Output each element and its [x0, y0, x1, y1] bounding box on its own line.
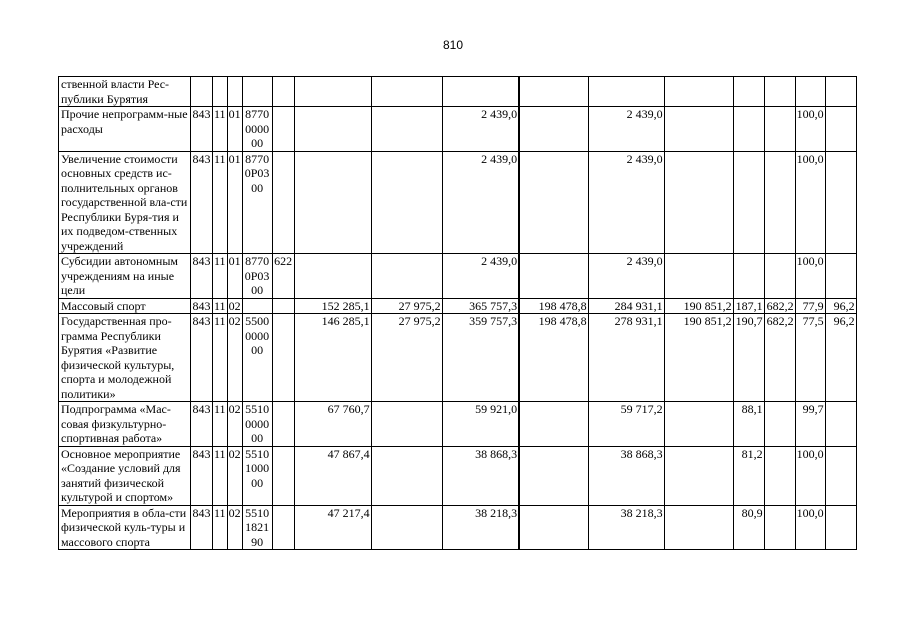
cell-c3: 359 757,3 [442, 314, 519, 402]
cell-c9 [795, 77, 825, 107]
cell-c7: 88,1 [733, 402, 764, 447]
cell-rz: 11 [213, 151, 228, 254]
cell-c6: 190 851,2 [664, 314, 733, 402]
page-number: 810 [442, 38, 464, 52]
cell-c2: 27 975,2 [371, 298, 442, 314]
cell-c2 [371, 107, 442, 152]
cell-c4 [519, 505, 588, 550]
cell-cs: 5510 0000 00 [242, 402, 272, 447]
cell-c10: 96,2 [825, 298, 856, 314]
cell-c1: 146 285,1 [294, 314, 371, 402]
cell-c9: 100,0 [795, 151, 825, 254]
cell-c7 [733, 254, 764, 299]
cell-c2 [371, 254, 442, 299]
cell-c1 [294, 254, 371, 299]
table-row [59, 254, 857, 299]
cell-rz: 11 [214, 298, 226, 313]
cell-rz: 11 [213, 402, 228, 447]
cell-rz [213, 77, 228, 107]
cell-c8 [764, 151, 795, 254]
cell-c6 [664, 402, 733, 447]
cell-c10 [825, 446, 856, 505]
cell-c9: 100,0 [795, 254, 825, 299]
cell-c8: 682,2 [764, 314, 795, 402]
cell-c9: 100,0 [795, 446, 825, 505]
cell-c4: 198 478,8 [519, 298, 588, 314]
cell-cs: 5500 0000 00 [242, 314, 272, 402]
cell-cs: 8770 0P03 00 [242, 151, 272, 254]
cell-c3 [442, 77, 519, 107]
cell-c5: 59 717,2 [588, 402, 664, 447]
cell-vr [272, 402, 294, 447]
cell-c5: 2 439,0 [588, 107, 664, 152]
table-row [59, 505, 857, 550]
cell-c9: 77,5 [795, 314, 825, 402]
cell-vr [272, 314, 294, 402]
cell-pr: 01 [227, 151, 242, 254]
cell-c7: 80,9 [733, 505, 764, 550]
cell-c10: 96,2 [825, 314, 856, 402]
cell-c3: 38 218,3 [442, 505, 519, 550]
cell-pr: 02 [227, 446, 242, 505]
cell-c1 [294, 151, 371, 254]
cell-c4: 198 478,8 [519, 314, 588, 402]
cell-c2 [371, 402, 442, 447]
cell-rz: 11 [213, 107, 228, 152]
table-row [59, 314, 857, 402]
cell-c8: 682,2 [764, 298, 795, 314]
cell-rz: 11 [213, 446, 228, 505]
cell-c6 [664, 505, 733, 550]
cell-pr: 02 [227, 402, 242, 447]
cell-ved [191, 77, 213, 107]
cell-name: Мероприятия в обла-сти физической куль-туры и массового спорта [59, 505, 191, 550]
table-row [59, 446, 857, 505]
cell-pr: 02 [227, 505, 242, 550]
cell-ved: 843 [191, 402, 213, 447]
cell-c9: 100,0 [795, 505, 825, 550]
cell-c1: 67 760,7 [294, 402, 371, 447]
cell-c3: 365 757,3 [442, 298, 519, 314]
cell-c6 [664, 254, 733, 299]
cell-name: Государственная про-грамма Республики Бурятия «Развитие физической культуры, спорта и молодежной политики» [59, 314, 191, 402]
budget-table [58, 76, 857, 550]
cell-c1 [294, 77, 371, 107]
cell-c4 [519, 402, 588, 447]
cell-vr [272, 151, 294, 254]
cell-c1: 152 285,1 [294, 298, 371, 314]
cell-ved: 843 [191, 314, 213, 402]
cell-c7 [733, 107, 764, 152]
cell-c10 [825, 77, 856, 107]
cell-cs: 8770 0000 00 [242, 107, 272, 152]
cell-c7: 190,7 [733, 314, 764, 402]
cell-c10 [825, 505, 856, 550]
cell-c5: 38 218,3 [588, 505, 664, 550]
cell-c2 [371, 151, 442, 254]
cell-name: Основное мероприятие «Создание условий для занятий физической культурой и спортом» [59, 446, 191, 505]
cell-c1: 47 217,4 [294, 505, 371, 550]
cell-ved: 843 [191, 254, 213, 299]
cell-c4 [519, 446, 588, 505]
cell-pr: 01 [227, 107, 242, 152]
cell-c10 [825, 151, 856, 254]
cell-c9: 100,0 [795, 107, 825, 152]
cell-pr: 02 [228, 298, 241, 313]
cell-c7 [733, 77, 764, 107]
cell-c2 [371, 505, 442, 550]
cell-cs [242, 298, 272, 314]
cell-c10 [825, 402, 856, 447]
cell-c5 [588, 77, 664, 107]
cell-c1: 47 867,4 [294, 446, 371, 505]
cell-c3: 2 439,0 [442, 151, 519, 254]
cell-ved: 843 [191, 446, 213, 505]
cell-pr: 01 [227, 254, 242, 299]
cell-c9: 77,9 [795, 298, 825, 314]
cell-c5: 2 439,0 [588, 151, 664, 254]
cell-cs: 8770 0P03 00 [242, 254, 272, 299]
table-row [59, 402, 857, 447]
cell-cs [242, 77, 272, 107]
cell-c5: 38 868,3 [588, 446, 664, 505]
cell-c8 [764, 402, 795, 447]
cell-ved: 843 [192, 298, 211, 313]
cell-ved: 843 [191, 151, 213, 254]
cell-c2: 27 975,2 [371, 314, 442, 402]
cell-rz: 11 [213, 254, 228, 299]
cell-c4 [519, 77, 588, 107]
cell-c6 [664, 107, 733, 152]
cell-c5: 284 931,1 [588, 298, 664, 314]
cell-c6 [664, 446, 733, 505]
cell-name: Прочие непрограмм-ные расходы [59, 107, 191, 152]
cell-c6 [664, 77, 733, 107]
cell-c5: 278 931,1 [588, 314, 664, 402]
cell-c7: 187,1 [733, 298, 764, 314]
cell-c4 [519, 107, 588, 152]
cell-vr [272, 446, 294, 505]
cell-c3: 2 439,0 [442, 254, 519, 299]
cell-name: Субсидии автономным учреждениям на иные цели [59, 254, 191, 299]
cell-vr [272, 107, 294, 152]
cell-c3: 2 439,0 [442, 107, 519, 152]
cell-rz: 11 [213, 314, 228, 402]
cell-c9: 99,7 [795, 402, 825, 447]
cell-c4 [519, 151, 588, 254]
cell-cs: 5510 1000 00 [242, 446, 272, 505]
cell-c2 [371, 77, 442, 107]
cell-c10 [825, 107, 856, 152]
cell-c3: 38 868,3 [442, 446, 519, 505]
cell-c7 [733, 151, 764, 254]
cell-c4 [519, 254, 588, 299]
cell-vr: 622 [272, 254, 294, 299]
cell-vr [272, 298, 294, 314]
cell-ved: 843 [191, 107, 213, 152]
cell-c8 [764, 77, 795, 107]
cell-c2 [371, 446, 442, 505]
cell-rz: 11 [213, 505, 228, 550]
cell-pr [227, 77, 242, 107]
cell-c6: 190 851,2 [664, 298, 733, 314]
cell-c7: 81,2 [733, 446, 764, 505]
cell-name: Подпрограмма «Мас-совая физкультурно-спортивная работа» [59, 402, 191, 447]
cell-pr: 02 [227, 314, 242, 402]
table-row [59, 77, 857, 107]
cell-c10 [825, 254, 856, 299]
cell-vr [272, 505, 294, 550]
cell-c3: 59 921,0 [442, 402, 519, 447]
cell-name: Увеличение стоимости основных средств ис-полнительных органов государственной вла-сти Республики Буря-тия и их подведом-ственных учреждений [59, 151, 191, 254]
cell-name: Массовый спорт [59, 298, 191, 314]
cell-vr [272, 77, 294, 107]
cell-c5: 2 439,0 [588, 254, 664, 299]
cell-c8 [764, 505, 795, 550]
cell-ved: 843 [191, 505, 213, 550]
cell-c1 [294, 107, 371, 152]
cell-c6 [664, 151, 733, 254]
cell-cs: 5510 1821 90 [242, 505, 272, 550]
cell-c8 [764, 254, 795, 299]
cell-name: ственной власти Рес-публики Бурятия [59, 77, 191, 107]
cell-c8 [764, 446, 795, 505]
cell-c8 [764, 107, 795, 152]
table-row [59, 298, 857, 314]
table-row [59, 107, 857, 152]
table-row [59, 151, 857, 254]
